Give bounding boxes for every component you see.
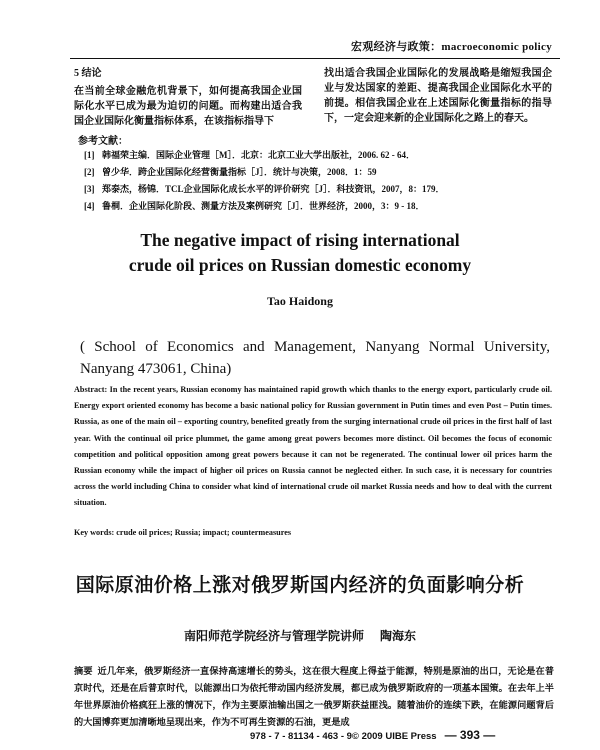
header-rule <box>70 58 560 59</box>
running-head: 宏观经济与政策：macroeconomic policy <box>351 41 552 53</box>
english-abstract-text: In the recent years, Russian economy has maintained rapid growth which thanks to the energy export, particularly crude oil. Energy export oriented economy has become a basic national policy for Russian government in Putin times and even Post – Putin times. Russia, as one of the main oil – exporting country, benefited greatly from the surging international crude oil prices in the first half of last year. With the continual oil price plummet, the game among great powers becomes more distinct. Oil becomes the focus of economic competition and political opposition among great powers because it can not be regenerated. The continual lower oil prices harm the Russian economy while the impact of higher oil prices on Russia cannot be neglected either. In such case, it is necessary for countries across the world including China to consider what kind of international crude oil market Russia needs and how to deal with the current situation. <box>74 385 552 508</box>
conclusion-right-column <box>324 66 552 129</box>
reference-item: [4] 鲁桐．企业国际化阶段、测量方法及案例研究［J］．世界经济，2000，3：9 - 18． <box>84 201 425 211</box>
conclusion-left-text: 在当前全球金融危机背景下，如何提高我国企业国际化水平已成为最为迫切的问题。而构建出适合我国企业国际化衡量指标体系，在该指标指导下 <box>74 86 302 127</box>
english-keywords <box>74 528 552 537</box>
conclusion-right-text: 找出适合我国企业国际化的发展战略是缩短我国企业与发达国家的差距、提高我国企业国际化水平的前提。相信我国企业在上述国际化衡量指标的指导下，一定会迎来新的企业国际化之路上的春天。 <box>324 68 552 124</box>
english-author: Tao Haidong <box>267 294 333 308</box>
chinese-abstract-label: 摘要 <box>74 666 93 676</box>
conclusion-heading: 5 结论 <box>74 68 102 79</box>
conclusion-left-column <box>74 66 302 129</box>
english-title-line2: crude oil prices on Russian domestic economy <box>128 255 472 275</box>
reference-item: [1] 韩福荣主编．国际企业管理［M］．北京：北京工业大学出版社，2006. 62 - 64． <box>84 150 415 160</box>
english-abstract <box>74 382 552 512</box>
chinese-affiliation: 南阳师范学院经济与管理学院讲师 <box>183 629 364 643</box>
chinese-abstract-text: 近几年来，俄罗斯经济一直保持高速增长的势头，这在很大程度上得益于能源，特别是原油的出口，无论是在普京时代，还是在后普京时代，以能源出口为依托带动国内经济发展，都已成为俄罗斯政府的一项基本国策。在去年上半年世界原油价格疯狂上涨的情况下，作为主要原油输出国之一俄罗斯获益匪浅。随着油价的连续下跌，在能源问题背后的大国博弈更加清晰地呈现出来，作为不可再生资源的石油，更是成 <box>74 666 555 727</box>
chinese-title: 国际原油价格上涨对俄罗斯国内经济的负面影响分析 <box>75 574 525 596</box>
page-number: — 393 — <box>444 728 496 742</box>
footer-isbn: 978 - 7 - 81134 - 463 - 9© 2009 UIBE Press <box>250 731 437 742</box>
english-title-line1: The negative impact of rising international <box>140 230 460 250</box>
english-title <box>0 228 600 278</box>
english-abstract-label: Abstract: <box>74 385 108 394</box>
chinese-author-line <box>0 627 600 644</box>
chinese-abstract <box>74 663 554 731</box>
references-list <box>84 147 554 215</box>
reference-item: [2] 曾少华．跨企业国际化经营衡量指标［J］．统计与决策，2008．1：59 <box>84 167 377 177</box>
reference-item: [3] 郑泰杰，杨锦．TCL企业国际化成长水平的评价研究［J］．科技资讯，2007，8：179． <box>84 184 445 194</box>
english-keywords-label: Key words: <box>74 528 115 537</box>
page-footer <box>250 728 495 742</box>
references-title: 参考文献： <box>78 136 128 147</box>
conclusion-section <box>74 66 552 129</box>
chinese-author: 陶海东 <box>380 629 417 643</box>
english-keywords-text: crude oil prices; Russia; impact; countermeasures <box>116 528 292 537</box>
english-affiliation: ( School of Economics and Management, Nanyang Normal University, Nanyang 473061, China) <box>80 339 550 377</box>
